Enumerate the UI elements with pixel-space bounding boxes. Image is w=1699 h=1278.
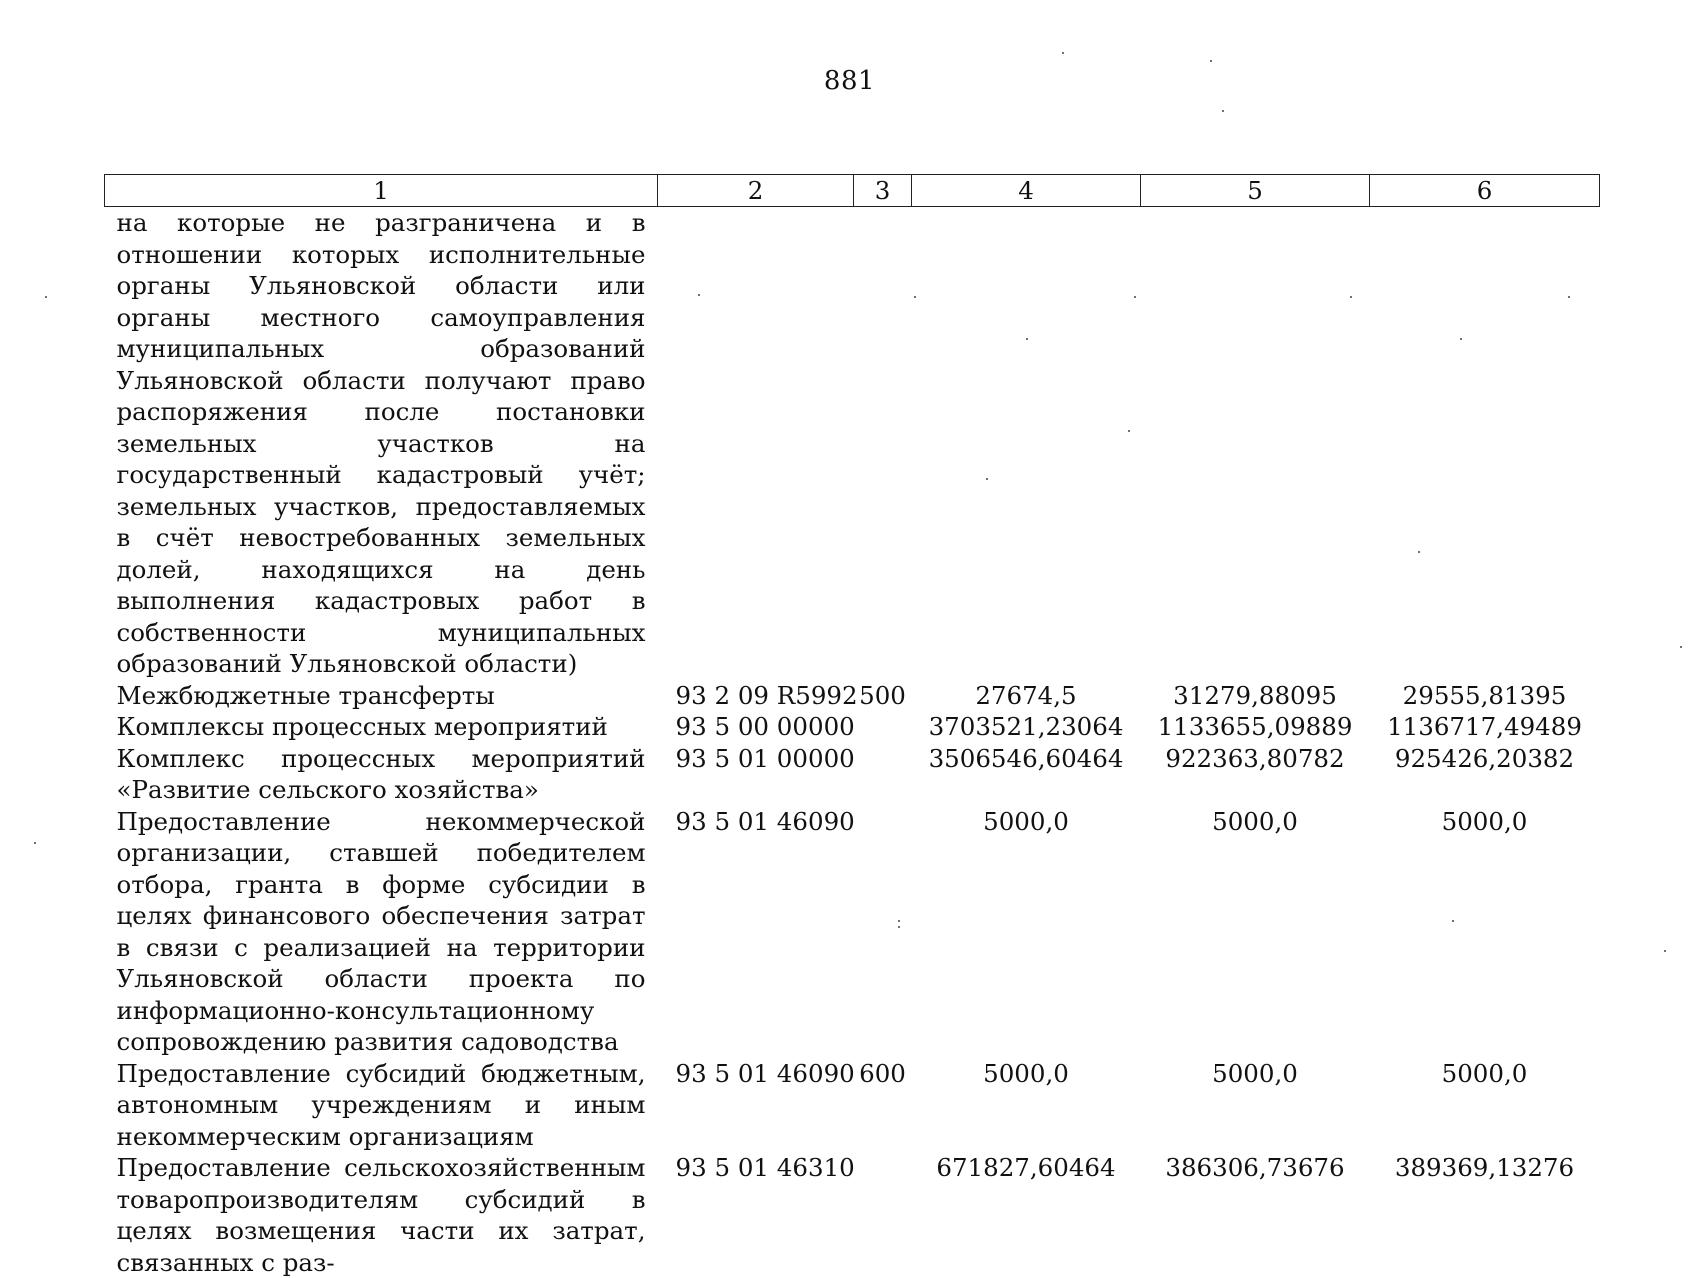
scan-speck: [1222, 110, 1224, 112]
scan-speck: [898, 920, 900, 922]
row-name: на которые не разграничена и в отношении которых исполнительные органы Ульяновской области или органы местного самоуправления муниципальных образований Ульяновской области получают право распоряжения после постановки земельных участков на государственный кадастровый учёт; земельных участков, предоставляемых в счёт невостребованных земельных долей, находящихся на день выполнения кадастровых работ в собственности муниципальных образований Ульяновской области): [105, 207, 658, 680]
row-name: Межбюджетные трансферты: [105, 680, 658, 712]
table-row: [105, 680, 1600, 712]
row-name: Предоставление некоммерческой организации, ставшей победителем отбора, гранта в форме субсидии в целях финансового обеспечения затрат в связи с реализацией на территории Ульяновской области проекта по информационно-консультационному сопровождению развития садоводства: [105, 806, 658, 1058]
row-value-col4: 27674,5: [912, 680, 1141, 712]
table-row: [105, 207, 1600, 680]
header-col-4: 4: [912, 175, 1141, 207]
row-value-col6: 5000,0: [1370, 1058, 1600, 1153]
scan-speck: [1062, 52, 1064, 54]
scan-speck: [1350, 296, 1352, 298]
row-name: Комплекс процессных мероприятий «Развитие сельского хозяйства»: [105, 743, 658, 806]
row-expense-type: [854, 743, 912, 806]
row-value-col6: [1370, 207, 1600, 680]
row-value-col5: 5000,0: [1141, 1058, 1370, 1153]
row-name: Предоставление субсидий бюджетным, автономным учреждениям и иным некоммерческим организациям: [105, 1058, 658, 1153]
row-value-col6: 1136717,49489: [1370, 711, 1600, 743]
scan-speck: [1680, 646, 1682, 648]
scan-speck: [1210, 60, 1212, 62]
row-expense-type: [854, 711, 912, 743]
row-expense-type: [854, 806, 912, 1058]
table-row: [105, 743, 1600, 806]
row-name: Предоставление сельскохозяйственным товаропроизводителям субсидий в целях возмещения части их затрат, связанных с раз-: [105, 1152, 658, 1278]
scan-speck: [698, 294, 700, 296]
row-code: 93 2 09 R5992: [658, 680, 854, 712]
header-col-2: 2: [658, 175, 854, 207]
table-row: [105, 711, 1600, 743]
scan-speck: [1134, 296, 1136, 298]
row-name: Комплексы процессных мероприятий: [105, 711, 658, 743]
row-code: 93 5 01 46090: [658, 1058, 854, 1153]
page-number: 881: [0, 66, 1699, 96]
row-expense-type: 500: [854, 680, 912, 712]
row-value-col4: 671827,60464: [912, 1152, 1141, 1278]
scan-speck: [1026, 338, 1028, 340]
row-code: 93 5 00 00000: [658, 711, 854, 743]
row-value-col6: 389369,13276: [1370, 1152, 1600, 1278]
scan-speck: [1568, 296, 1570, 298]
scan-speck: [34, 842, 36, 844]
scan-speck: [1460, 338, 1462, 340]
row-value-col5: [1141, 207, 1370, 680]
row-value-col5: 922363,80782: [1141, 743, 1370, 806]
row-value-col6: 925426,20382: [1370, 743, 1600, 806]
row-value-col4: 5000,0: [912, 806, 1141, 1058]
budget-table: [104, 174, 1600, 1278]
row-code: 93 5 01 46090: [658, 806, 854, 1058]
row-value-col5: 386306,73676: [1141, 1152, 1370, 1278]
scan-speck: [914, 296, 916, 298]
header-col-3: 3: [854, 175, 912, 207]
table-row: [105, 806, 1600, 1058]
scan-speck: [898, 926, 900, 928]
row-expense-type: [854, 207, 912, 680]
scan-speck: [1664, 950, 1666, 952]
row-value-col6: 5000,0: [1370, 806, 1600, 1058]
row-value-col5: 5000,0: [1141, 806, 1370, 1058]
row-expense-type: [854, 1152, 912, 1278]
header-col-6: 6: [1370, 175, 1600, 207]
scan-speck: [1128, 430, 1130, 432]
scan-speck: [986, 478, 988, 480]
row-value-col4: 3703521,23064: [912, 711, 1141, 743]
scan-speck: [1452, 920, 1454, 922]
row-code: [658, 207, 854, 680]
table-body: [105, 207, 1600, 1278]
scan-speck: [1418, 551, 1420, 553]
table-row: [105, 1152, 1600, 1278]
scan-speck: [45, 296, 47, 298]
row-value-col5: 31279,88095: [1141, 680, 1370, 712]
table-header: [105, 175, 1600, 207]
table-row: [105, 1058, 1600, 1153]
header-row: [105, 175, 1600, 207]
row-value-col6: 29555,81395: [1370, 680, 1600, 712]
row-value-col4: 3506546,60464: [912, 743, 1141, 806]
row-code: 93 5 01 00000: [658, 743, 854, 806]
row-value-col4: [912, 207, 1141, 680]
row-code: 93 5 01 46310: [658, 1152, 854, 1278]
row-value-col5: 1133655,09889: [1141, 711, 1370, 743]
row-expense-type: 600: [854, 1058, 912, 1153]
header-col-1: 1: [105, 175, 658, 207]
row-value-col4: 5000,0: [912, 1058, 1141, 1153]
header-col-5: 5: [1141, 175, 1370, 207]
